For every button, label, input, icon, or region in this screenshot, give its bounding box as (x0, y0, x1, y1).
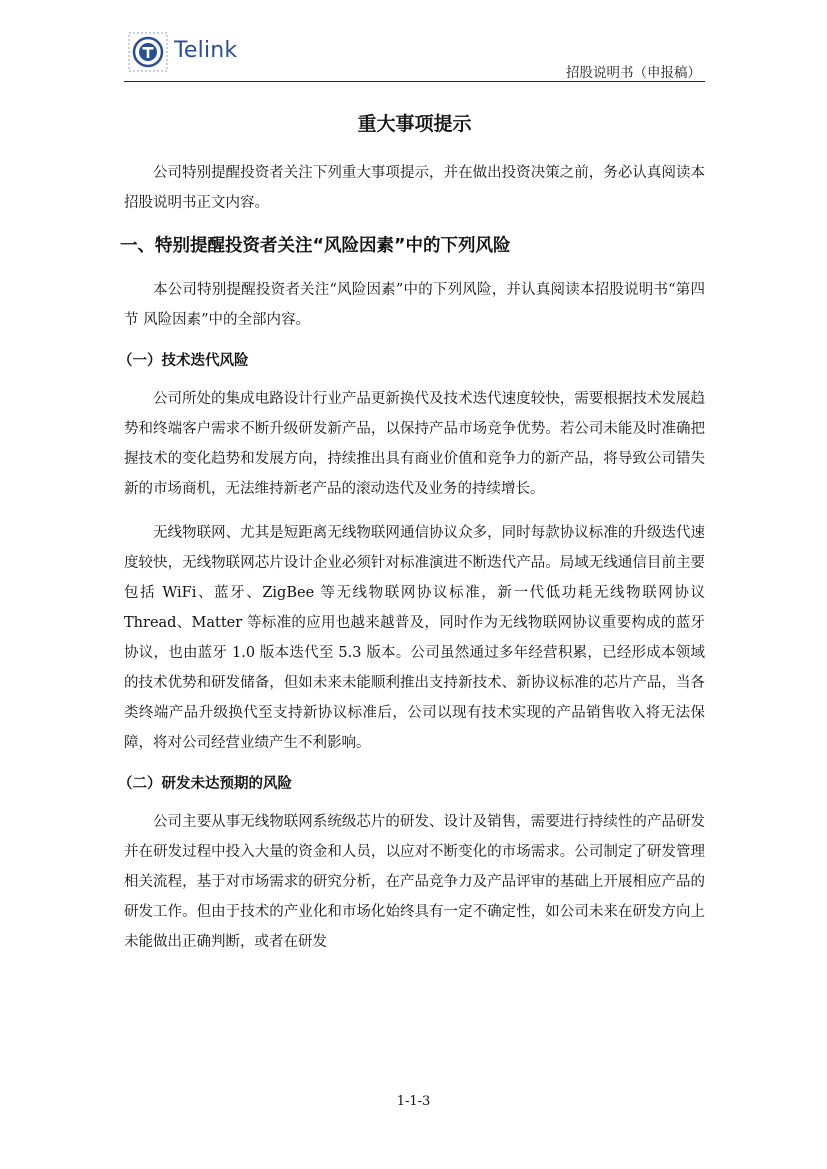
section-heading-risk-factors: 一、特别提醒投资者关注“风险因素”中的下列风险 (120, 236, 511, 256)
intro-paragraph: 公司特别提醒投资者关注下列重大事项提示，并在做出投资决策之前，务必认真阅读本招股说明书正文内容。 (124, 165, 705, 211)
subsection-heading-rd-risk: （二）研发未达预期的风险 (118, 776, 292, 792)
company-logo-text: Telink (174, 38, 238, 63)
tech-iteration-paragraph-1: 公司所处的集成电路设计行业产品更新换代及技术迭代速度较快，需要根据技术发展趋势和终端客户需求不断升级研发新产品，以保持产品市场竞争优势。若公司未能及时准确把握技术的变化趋势和发展方向，持续推出具有商业价值和竞争力的新产品，将导致公司错失新的市场商机，无法维持新老产品的滚动迭代及业务的持续增长。 (124, 391, 705, 497)
page-content (118, 100, 705, 971)
telink-logo-icon (128, 32, 168, 72)
header-divider (124, 81, 705, 82)
document-type-label: 招股说明书（申报稿） (566, 65, 701, 81)
page-number: 1-1-3 (396, 1094, 431, 1109)
tech-iteration-paragraph-2: 无线物联网、尤其是短距离无线物联网通信协议众多，同时每款协议标准的升级迭代速度较快，无线物联网芯片设计企业必须针对标准演进不断迭代产品。局域无线通信目前主要包括 WiFi、蓝牙、ZigBee 等无线物联网协议标准，新一代低功耗无线物联网协议 Thread、Matter 等标准的应用也越来越普及，同时作为无线物联网协议重要构成的蓝牙协议，也由蓝牙 1.0 版本迭代至 5.3 版本。公司虽然通过多年经营积累，已经形成本领域的技术优势和研发储备，但如未来未能顺利推出支持新技术、新协议标准的芯片产品，当各类终端产品升级换代至支持新协议标准后，公司以现有技术实现的产品销售收入将无法保障，将对公司经营业绩产生不利影响。 (124, 525, 705, 751)
subsection-heading-tech-iteration: （一）技术迭代风险 (118, 353, 249, 369)
rd-risk-paragraph-1: 公司主要从事无线物联网系统级芯片的研发、设计及销售，需要进行持续性的产品研发并在研发过程中投入大量的资金和人员，以应对不断变化的市场需求。公司制定了研发管理相关流程，基于对市场需求的研究分析，在产品竞争力及产品评审的基础上开展相应产品的研发工作。但由于技术的产业化和市场化始终具有一定不确定性，如公司未来在研发方向上未能做出正确判断，或者在研发 (124, 814, 705, 950)
section-intro-paragraph: 本公司特别提醒投资者关注“风险因素”中的下列风险，并认真阅读本招股说明书“第四节 风险因素”中的全部内容。 (124, 282, 705, 328)
page-header (124, 28, 705, 83)
page-title: 重大事项提示 (357, 113, 472, 135)
